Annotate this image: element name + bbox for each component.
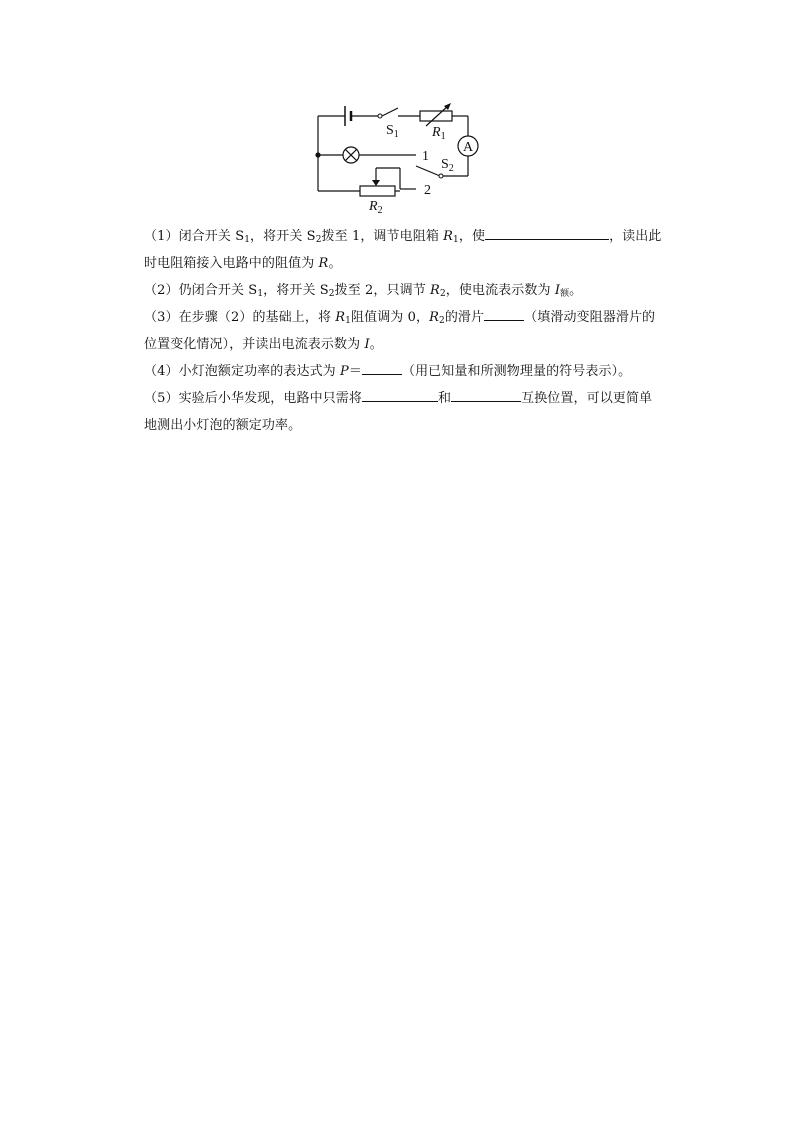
q1-s1-sub: 1 [244,235,251,245]
q1-text: ，使 [458,229,486,244]
q4-p-symbol: P [340,364,349,379]
question-1-line-2 [144,250,684,277]
rheostat-r2 [360,186,395,196]
q2-r-symbol: R [430,283,440,298]
q3-r1-symbol: R [335,310,346,325]
s2-contact [439,174,443,178]
q4-text: （4）小灯泡额定功率的表达式为 [144,364,341,379]
q1-text: ，读出此 [609,229,662,244]
r2-slider-arrow [372,180,380,186]
label-terminal-1: 1 [422,149,429,164]
q2-text: （2）仍闭合开关 S [144,283,258,298]
q3-r1-sub: 1 [345,316,351,326]
answer-blank-q5-second[interactable] [451,387,521,402]
q1-r-symbol: R [443,229,454,244]
q3-i-symbol: I [364,337,370,352]
answer-blank-q5-first[interactable] [362,387,438,402]
question-1-line-1 [144,223,684,250]
circuit-diagram [300,96,500,218]
q1-r-symbol: R [318,256,329,271]
r1-variable-arrow [426,105,449,126]
label-s2: $S_2$ [441,157,454,174]
question-3-line-2 [144,331,684,358]
question-2-line-1 [144,277,684,304]
question-5-line-1 [144,385,684,412]
q4-equals: ＝ [348,364,362,379]
q1-text: （1）闭合开关 S [144,229,245,244]
q3-text: （3）在步骤（2）的基础上，将 [144,310,336,325]
q2-i-symbol: I [554,283,561,298]
answer-blank-q4[interactable] [362,360,402,375]
question-2 [144,277,684,304]
q3-text: 的滑片 [444,310,485,325]
resistor-box-r1 [420,111,452,121]
question-3 [144,304,684,358]
q2-text: ，使电流表示数为 [445,283,555,298]
question-1 [144,223,684,277]
question-5-line-2 [144,412,684,439]
q1-r-sub: 1 [453,235,459,245]
question-4-line-1 [144,358,684,385]
label-r1: $R_1$ [432,125,446,142]
q5-text: 和 [437,391,452,406]
q1-text: ，将开关 S [250,229,316,244]
q4-text: （用已知量和所测物理量的符号表示）。 [401,364,632,379]
label-terminal-2: 2 [424,183,431,198]
switch-s1-blade [382,108,398,116]
q2-text: ，将开关 S [263,283,329,298]
question-3-line-1 [144,304,684,331]
s1-contact [378,114,382,118]
label-r2: $R_2$ [369,199,383,216]
junction-dot [315,152,320,157]
q2-r-sub: 2 [439,289,446,299]
q3-text: 。 [369,337,383,352]
q3-r2-sub: 2 [439,316,445,326]
q2-text: 。 [569,283,583,298]
q1-text: 时电阻箱接入电路中的阻值为 [144,256,319,271]
answer-blank-q1[interactable] [485,225,609,240]
q2-i-sub: 额 [560,289,570,299]
q3-text: （填滑动变阻器滑片的 [524,310,656,325]
q3-r2-symbol: R [429,310,439,325]
q5-text: 地测出小灯泡的额定功率。 [144,418,302,433]
answer-blank-q3[interactable] [484,306,524,321]
q3-text: 位置变化情况），并读出电流表示数为 [144,337,365,352]
q5-text: 互换位置，可以更简单 [521,391,653,406]
q3-text: 阻值调为 0， [351,310,430,325]
question-4 [144,358,684,385]
q1-s2-sub: 2 [315,235,322,245]
q2-s1-sub: 1 [257,289,264,299]
switch-s2-blade [416,166,440,176]
label-ammeter: A [463,140,474,155]
label-s1: $S_1$ [386,123,399,140]
question-5 [144,385,684,439]
q1-text: 。 [328,256,342,271]
q2-text: 拨至 2，只调节 [334,283,431,298]
q5-text: （5）实验后小华发现，电路中只需将 [144,391,362,406]
q1-text: 拨至 1，调节电阻箱 [321,229,444,244]
q2-s2-sub: 2 [328,289,335,299]
